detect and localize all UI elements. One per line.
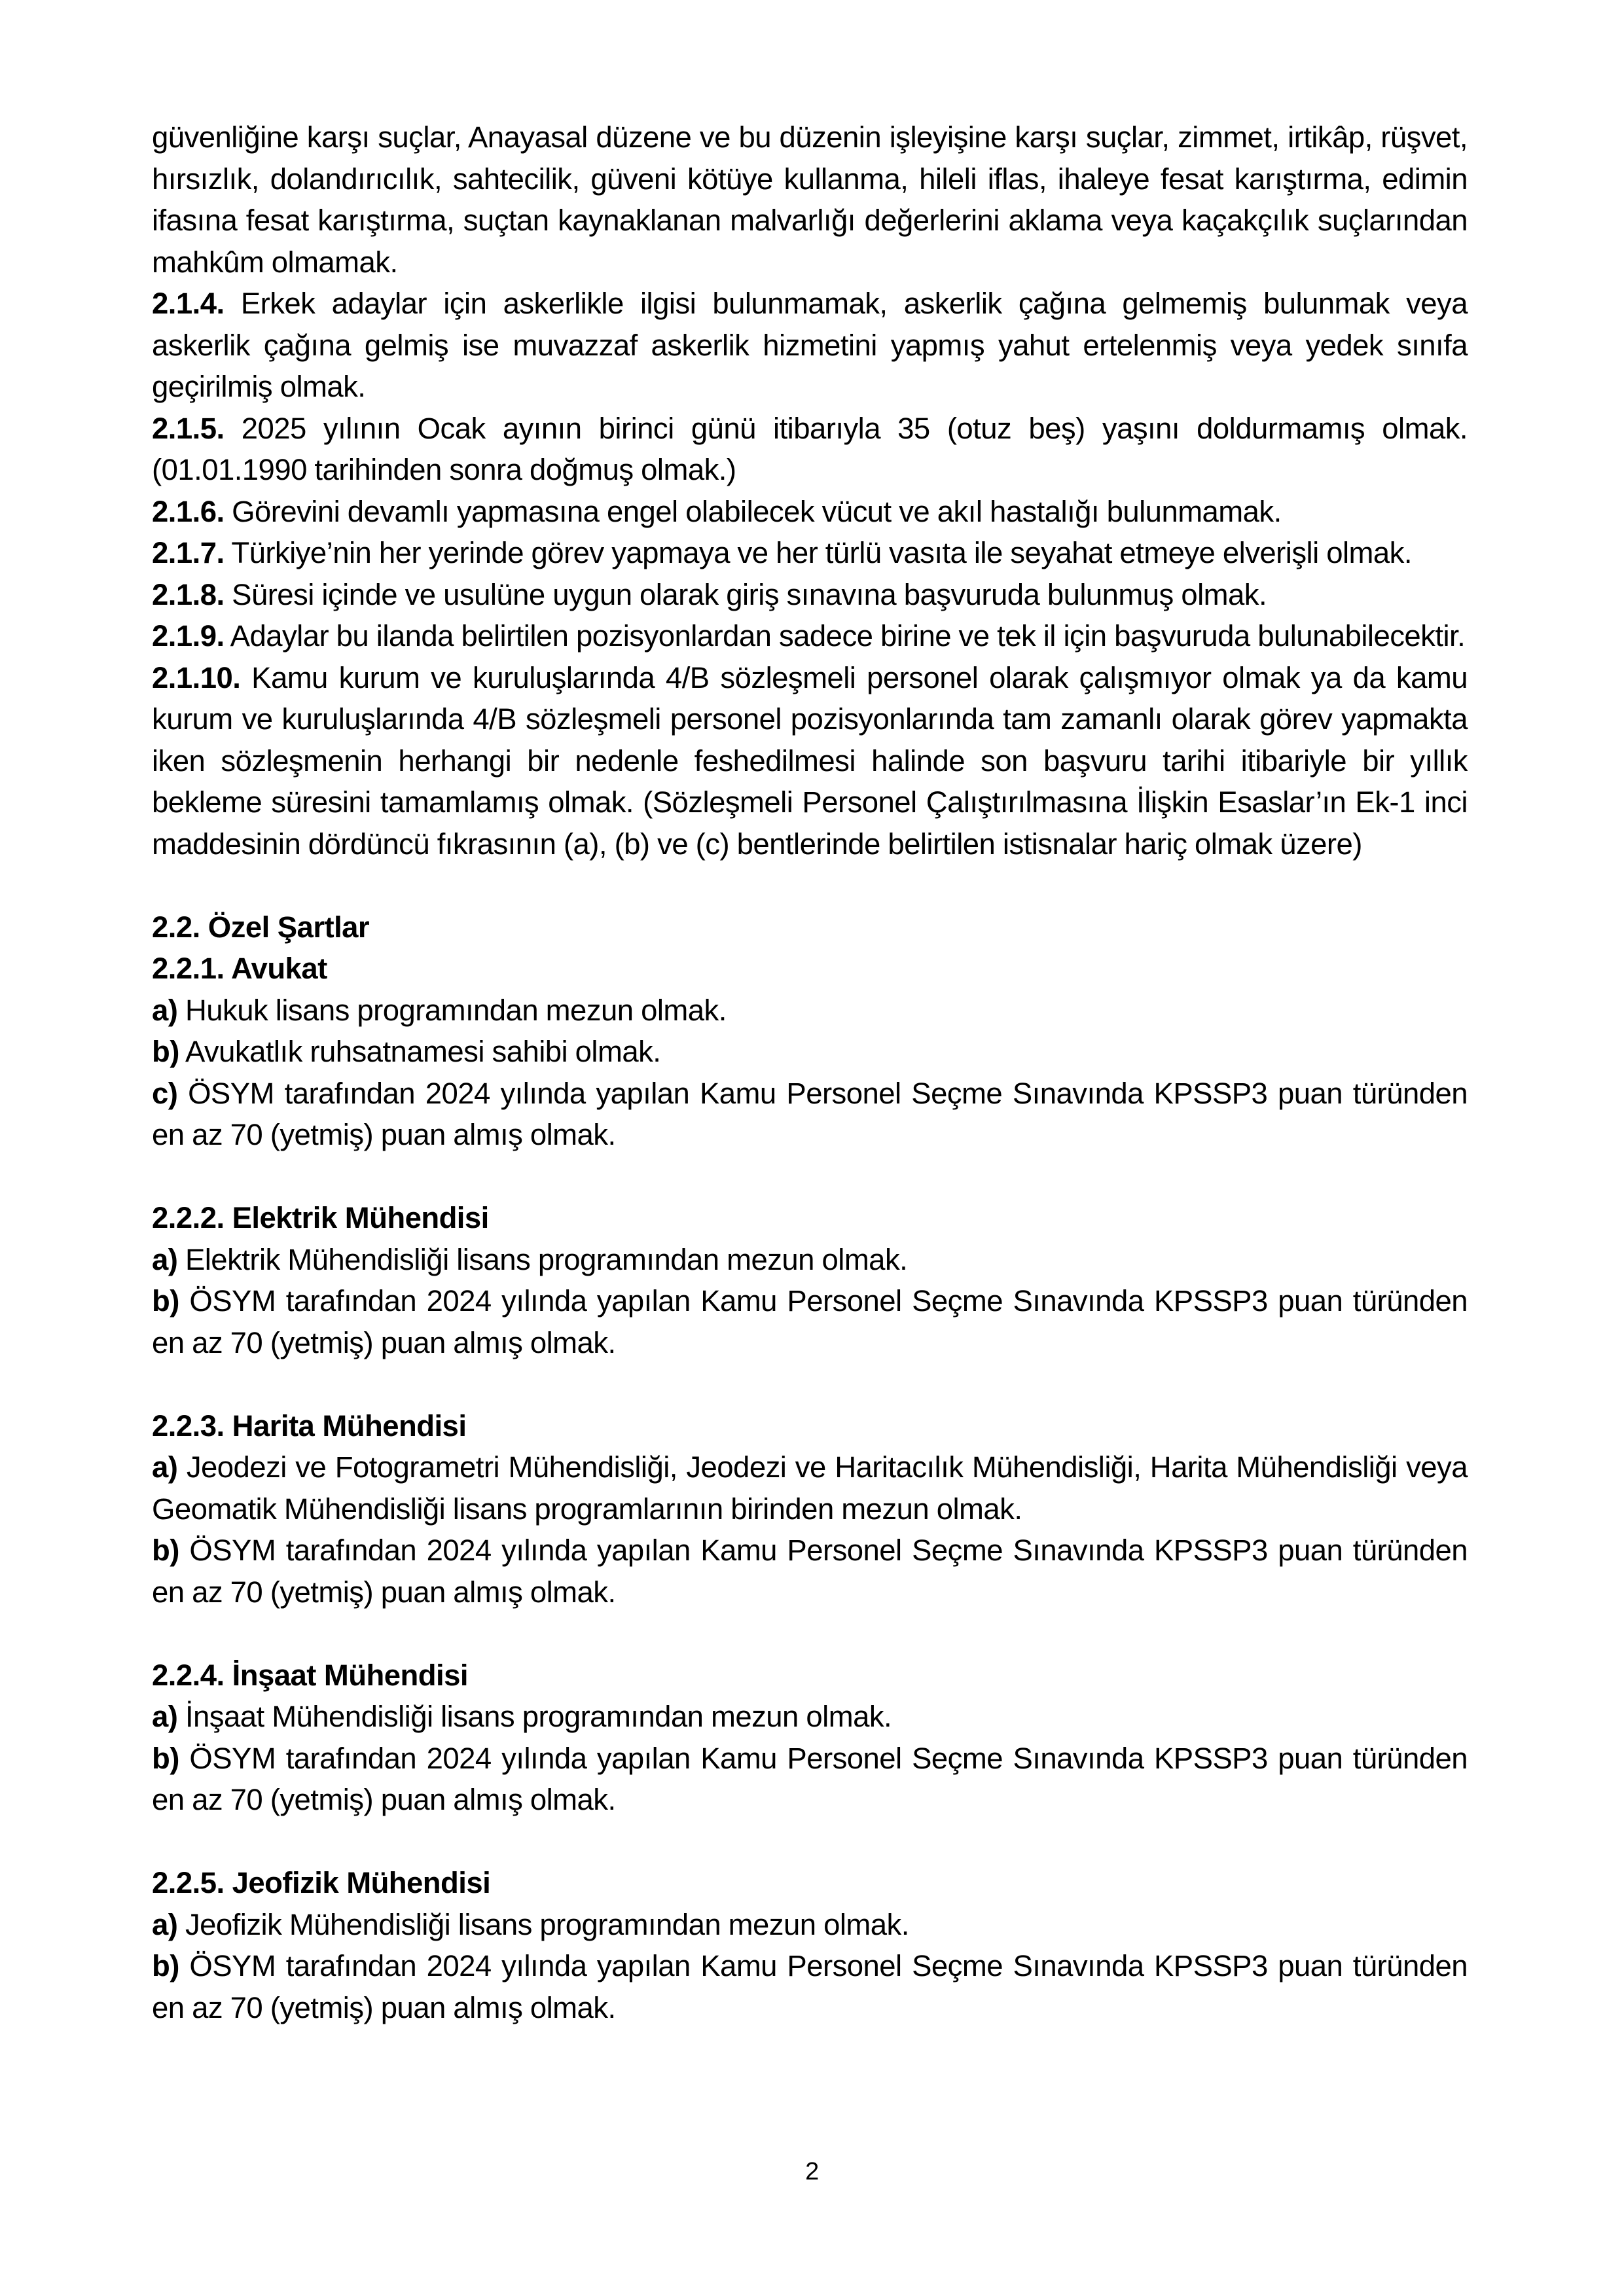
requirement-elektrik-b	[152, 1280, 1468, 1363]
requirement-avukat-b	[152, 1031, 1468, 1073]
clause-2-1-8	[152, 574, 1468, 616]
clause-2-1-9	[152, 615, 1468, 657]
requirement-text: ÖSYM tarafından 2024 yılında yapılan Kamu Personel Seçme Sınavında KPSSP3 puan türünden en az 70 (yetmiş) puan almış olmak.	[152, 1949, 1468, 2024]
clause-text: Türkiye’nin her yerinde görev yapmaya ve her türlü vasıta ile seyahat etmeye elverişli olmak.	[231, 536, 1412, 569]
requirement-avukat-a	[152, 990, 1468, 1031]
requirement-avukat-c	[152, 1073, 1468, 1156]
clause-label: 2.1.7.	[152, 536, 225, 569]
clause-label: 2.1.8.	[152, 577, 225, 611]
requirement-label: a)	[152, 1242, 178, 1276]
position-spacer	[152, 1613, 1468, 1655]
requirement-label: a)	[152, 1450, 178, 1484]
requirement-elektrik-a	[152, 1239, 1468, 1281]
clause-text: Görevini devamlı yapmasına engel olabilecek vücut ve akıl hastalığı bulunmamak.	[232, 494, 1282, 528]
requirement-label: b)	[152, 1741, 179, 1775]
requirement-label: b)	[152, 1035, 179, 1068]
section-heading-ozel-sartlar: 2.2. Özel Şartlar	[152, 910, 370, 944]
clause-2-1-4	[152, 283, 1468, 408]
requirement-insaat-a	[152, 1696, 1468, 1738]
clause-2-1-10	[152, 657, 1468, 865]
position-spacer	[152, 1363, 1468, 1405]
position-heading-jeofizik-muhendisi: 2.2.5. Jeofizik Mühendisi	[152, 1866, 491, 1899]
requirement-text: Jeofizik Mühendisliği lisans programından mezun olmak.	[185, 1907, 909, 1941]
clause-text: Süresi içinde ve usulüne uygun olarak giriş sınavına başvuruda bulunmuş olmak.	[232, 577, 1267, 611]
position-heading-insaat-muhendisi: 2.2.4. İnşaat Mühendisi	[152, 1658, 468, 1692]
clause-text: Adaylar bu ilanda belirtilen pozisyonlardan sadece birine ve tek il için başvuruda bulunabilecektir.	[230, 619, 1466, 653]
page-content	[152, 117, 1468, 2028]
requirement-text: ÖSYM tarafından 2024 yılında yapılan Kamu Personel Seçme Sınavında KPSSP3 puan türünden en az 70 (yetmiş) puan almış olmak.	[152, 1534, 1468, 1609]
clause-2-1-7	[152, 532, 1468, 574]
page-number: 2	[805, 2158, 819, 2185]
requirement-label: b)	[152, 1534, 179, 1567]
requirement-text: ÖSYM tarafından 2024 yılında yapılan Kamu Personel Seçme Sınavında KPSSP3 puan türünden en az 70 (yetmiş) puan almış olmak.	[152, 1284, 1468, 1359]
clause-2-1-5	[152, 408, 1468, 491]
requirement-text: İnşaat Mühendisliği lisans programından mezun olmak.	[185, 1700, 892, 1733]
requirement-label: a)	[152, 1907, 178, 1941]
requirement-label: a)	[152, 993, 178, 1027]
intro-paragraph	[152, 117, 1468, 283]
requirement-label: b)	[152, 1284, 179, 1318]
requirement-text: Hukuk lisans programından mezun olmak.	[185, 993, 727, 1027]
requirement-jeofizik-a	[152, 1904, 1468, 1946]
intro-paragraph-text: güvenliğine karşı suçlar, Anayasal düzene ve bu düzenin işleyişine karşı suçlar, zimmet, irtikâp, rüşvet, hırsızlık, dolandırıcılık, sahtecilik, güveni kötüye kullanma, hileli iflas, ihaleye fesat karıştırma, edimin ifasına fesat karıştırma, suçtan kaynaklanan malvarlığı değerlerini aklama veya kaçakçılık suçlarından mahkûm olmamak.	[152, 120, 1468, 279]
requirement-label: a)	[152, 1700, 178, 1733]
clause-label: 2.1.6.	[152, 494, 225, 528]
section-spacer	[152, 865, 1468, 906]
position-spacer	[152, 1821, 1468, 1863]
requirement-label: b)	[152, 1949, 179, 1982]
clause-text: Kamu kurum ve kuruluşlarında 4/B sözleşmeli personel olarak çalışmıyor olmak ya da kamu kurum ve kuruluşlarında 4/B sözleşmeli personel pozisyonlarında tam zamanlı olarak görev yapmakta iken sözleşmenin herhangi bir nedenle feshedilmesi halinde son başvuru tarihi itibariyle bir yıllık bekleme süresini tamamlamış olmak. (Sözleşmeli Personel Çalıştırılmasına İlişkin Esaslar’ın Ek-1 inci maddesinin dördüncü fıkrasının (a), (b) ve (c) bentlerinde belirtilen istisnalar hariç olmak üzere)	[152, 660, 1468, 861]
requirement-text: Jeodezi ve Fotogrametri Mühendisliği, Jeodezi ve Haritacılık Mühendisliği, Harita Mühendisliği veya Geomatik Mühendisliği lisans programlarının birinden mezun olmak.	[152, 1450, 1468, 1526]
requirement-text: Elektrik Mühendisliği lisans programından mezun olmak.	[185, 1242, 908, 1276]
clause-label: 2.1.9.	[152, 619, 225, 653]
requirement-text: ÖSYM tarafından 2024 yılında yapılan Kamu Personel Seçme Sınavında KPSSP3 puan türünden en az 70 (yetmiş) puan almış olmak.	[152, 1076, 1468, 1151]
clause-label: 2.1.4.	[152, 287, 225, 320]
requirement-harita-b	[152, 1530, 1468, 1613]
requirement-text: Avukatlık ruhsatnamesi sahibi olmak.	[185, 1035, 661, 1068]
position-heading-avukat: 2.2.1. Avukat	[152, 952, 327, 985]
clause-text: 2025 yılının Ocak ayının birinci günü itibarıyla 35 (otuz beş) yaşını doldurmamış olmak. (01.01.1990 tarihinden sonra doğmuş olmak.)	[152, 411, 1468, 486]
requirement-insaat-b	[152, 1738, 1468, 1821]
requirement-label: c)	[152, 1076, 178, 1110]
clause-label: 2.1.10.	[152, 660, 241, 694]
requirement-text: ÖSYM tarafından 2024 yılında yapılan Kamu Personel Seçme Sınavında KPSSP3 puan türünden en az 70 (yetmiş) puan almış olmak.	[152, 1741, 1468, 1816]
requirement-harita-a	[152, 1446, 1468, 1530]
clause-2-1-6	[152, 491, 1468, 533]
position-heading-elektrik-muhendisi: 2.2.2. Elektrik Mühendisi	[152, 1201, 489, 1234]
requirement-jeofizik-b	[152, 1945, 1468, 2028]
position-spacer	[152, 1156, 1468, 1198]
clause-text: Erkek adaylar için askerlikle ilgisi bulunmamak, askerlik çağına gelmemiş bulunmak veya askerlik çağına gelmiş ise muvazzaf askerlik hizmetini yapmış yahut ertelenmiş veya yedek sınıfa geçirilmiş olmak.	[152, 287, 1468, 403]
clause-label: 2.1.5.	[152, 411, 225, 445]
position-heading-harita-muhendisi: 2.2.3. Harita Mühendisi	[152, 1408, 467, 1443]
